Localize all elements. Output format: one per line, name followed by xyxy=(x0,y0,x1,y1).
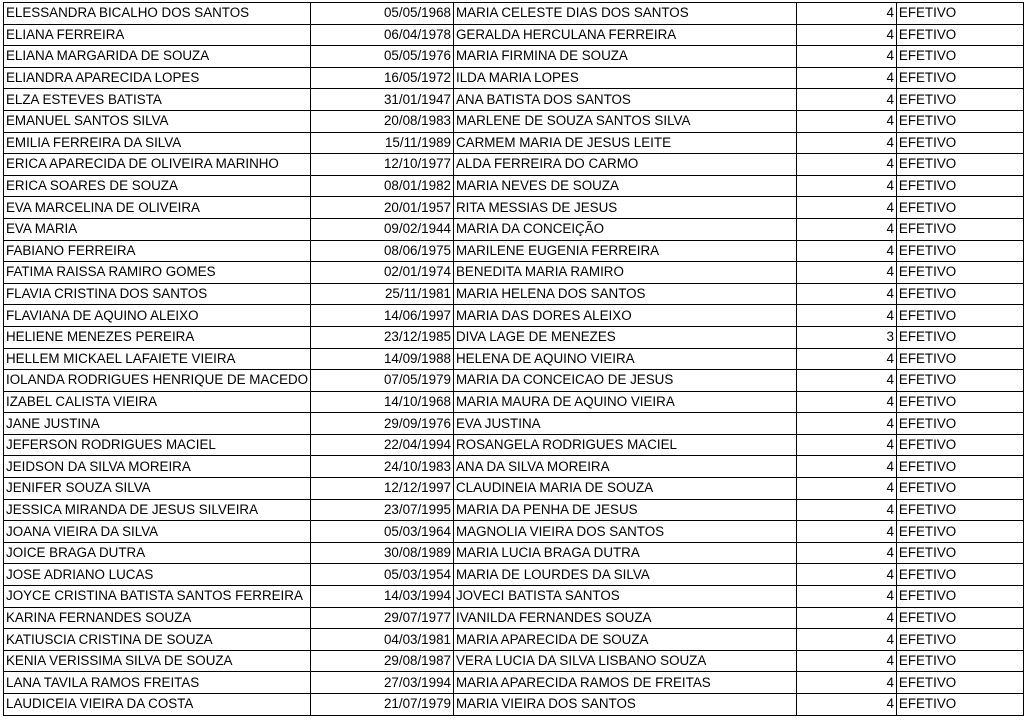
mother-name-cell: EVA JUSTINA xyxy=(453,413,797,435)
status-cell: EFETIVO xyxy=(896,3,1023,25)
birth-date-cell: 20/01/1957 xyxy=(311,197,454,219)
birth-date-cell: 21/07/1979 xyxy=(311,694,454,716)
code-cell: 4 xyxy=(797,24,896,46)
status-cell: EFETIVO xyxy=(896,24,1023,46)
mother-name-cell: ROSANGELA RODRIGUES MACIEL xyxy=(453,434,797,456)
table-row xyxy=(4,586,1024,608)
table-row xyxy=(4,262,1024,284)
status-cell: EFETIVO xyxy=(896,46,1023,68)
code-cell: 4 xyxy=(797,348,896,370)
mother-name-cell: RITA MESSIAS DE JESUS xyxy=(453,197,797,219)
table-row xyxy=(4,110,1024,132)
table-row xyxy=(4,650,1024,672)
mother-name-cell: MAGNOLIA VIEIRA DOS SANTOS xyxy=(453,521,797,543)
table-row xyxy=(4,132,1024,154)
table-row xyxy=(4,154,1024,176)
mother-name-cell: MARIA APARECIDA RAMOS DE FREITAS xyxy=(453,672,797,694)
mother-name-cell: MARIA CELESTE DIAS DOS SANTOS xyxy=(453,3,797,25)
code-cell: 4 xyxy=(797,650,896,672)
mother-name-cell: CARMEM MARIA DE JESUS LEITE xyxy=(453,132,797,154)
code-cell: 4 xyxy=(797,283,896,305)
status-cell: EFETIVO xyxy=(896,586,1023,608)
status-cell: EFETIVO xyxy=(896,413,1023,435)
mother-name-cell: MARIA APARECIDA DE SOUZA xyxy=(453,629,797,651)
mother-name-cell: MARIA DE LOURDES DA SILVA xyxy=(453,564,797,586)
code-cell: 4 xyxy=(797,672,896,694)
code-cell: 4 xyxy=(797,370,896,392)
birth-date-cell: 08/01/1982 xyxy=(311,175,454,197)
status-cell: EFETIVO xyxy=(896,542,1023,564)
birth-date-cell: 05/03/1964 xyxy=(311,521,454,543)
person-name-cell: IOLANDA RODRIGUES HENRIQUE DE MACEDO xyxy=(4,370,311,392)
status-cell: EFETIVO xyxy=(896,672,1023,694)
status-cell: EFETIVO xyxy=(896,89,1023,111)
status-cell: EFETIVO xyxy=(896,391,1023,413)
status-cell: EFETIVO xyxy=(896,478,1023,500)
code-cell: 4 xyxy=(797,218,896,240)
mother-name-cell: BENEDITA MARIA RAMIRO xyxy=(453,262,797,284)
person-name-cell: JEFERSON RODRIGUES MACIEL xyxy=(4,434,311,456)
code-cell: 4 xyxy=(797,391,896,413)
person-name-cell: KENIA VERISSIMA SILVA DE SOUZA xyxy=(4,650,311,672)
birth-date-cell: 29/08/1987 xyxy=(311,650,454,672)
code-cell: 4 xyxy=(797,3,896,25)
mother-name-cell: IVANILDA FERNANDES SOUZA xyxy=(453,607,797,629)
birth-date-cell: 14/06/1997 xyxy=(311,305,454,327)
code-cell: 4 xyxy=(797,240,896,262)
status-cell: EFETIVO xyxy=(896,499,1023,521)
person-name-cell: LAUDICEIA VIEIRA DA COSTA xyxy=(4,694,311,716)
table-row xyxy=(4,67,1024,89)
table-row xyxy=(4,89,1024,111)
table-row xyxy=(4,478,1024,500)
birth-date-cell: 14/03/1994 xyxy=(311,586,454,608)
code-cell: 4 xyxy=(797,132,896,154)
code-cell: 4 xyxy=(797,478,896,500)
mother-name-cell: VERA LUCIA DA SILVA LISBANO SOUZA xyxy=(453,650,797,672)
code-cell: 4 xyxy=(797,521,896,543)
table-row xyxy=(4,564,1024,586)
person-name-cell: IZABEL CALISTA VIEIRA xyxy=(4,391,311,413)
table-row xyxy=(4,326,1024,348)
code-cell: 4 xyxy=(797,89,896,111)
birth-date-cell: 23/12/1985 xyxy=(311,326,454,348)
birth-date-cell: 27/03/1994 xyxy=(311,672,454,694)
code-cell: 4 xyxy=(797,46,896,68)
table-row xyxy=(4,694,1024,716)
mother-name-cell: MARIA DA PENHA DE JESUS xyxy=(453,499,797,521)
mother-name-cell: MARIA HELENA DOS SANTOS xyxy=(453,283,797,305)
status-cell: EFETIVO xyxy=(896,348,1023,370)
person-name-cell: ELZA ESTEVES BATISTA xyxy=(4,89,311,111)
person-name-cell: EVA MARIA xyxy=(4,218,311,240)
table-row xyxy=(4,391,1024,413)
status-cell: EFETIVO xyxy=(896,650,1023,672)
status-cell: EFETIVO xyxy=(896,564,1023,586)
table-row xyxy=(4,413,1024,435)
birth-date-cell: 16/05/1972 xyxy=(311,67,454,89)
table-row xyxy=(4,218,1024,240)
person-name-cell: JOYCE CRISTINA BATISTA SANTOS FERREIRA xyxy=(4,586,311,608)
status-cell: EFETIVO xyxy=(896,434,1023,456)
table-row xyxy=(4,434,1024,456)
birth-date-cell: 30/08/1989 xyxy=(311,542,454,564)
birth-date-cell: 09/02/1944 xyxy=(311,218,454,240)
person-name-cell: JOSE ADRIANO LUCAS xyxy=(4,564,311,586)
table-row xyxy=(4,348,1024,370)
birth-date-cell: 02/01/1974 xyxy=(311,262,454,284)
records-table-body xyxy=(4,3,1024,716)
mother-name-cell: ANA DA SILVA MOREIRA xyxy=(453,456,797,478)
status-cell: EFETIVO xyxy=(896,629,1023,651)
birth-date-cell: 05/05/1976 xyxy=(311,46,454,68)
table-row xyxy=(4,46,1024,68)
code-cell: 4 xyxy=(797,694,896,716)
mother-name-cell: MARLENE DE SOUZA SANTOS SILVA xyxy=(453,110,797,132)
person-name-cell: ERICA APARECIDA DE OLIVEIRA MARINHO xyxy=(4,154,311,176)
birth-date-cell: 22/04/1994 xyxy=(311,434,454,456)
mother-name-cell: MARIA MAURA DE AQUINO VIEIRA xyxy=(453,391,797,413)
status-cell: EFETIVO xyxy=(896,305,1023,327)
table-row xyxy=(4,3,1024,25)
birth-date-cell: 07/05/1979 xyxy=(311,370,454,392)
person-name-cell: LANA TAVILA RAMOS FREITAS xyxy=(4,672,311,694)
mother-name-cell: HELENA DE AQUINO VIEIRA xyxy=(453,348,797,370)
mother-name-cell: CLAUDINEIA MARIA DE SOUZA xyxy=(453,478,797,500)
table-row xyxy=(4,24,1024,46)
birth-date-cell: 31/01/1947 xyxy=(311,89,454,111)
status-cell: EFETIVO xyxy=(896,607,1023,629)
code-cell: 4 xyxy=(797,154,896,176)
code-cell: 4 xyxy=(797,607,896,629)
birth-date-cell: 14/10/1968 xyxy=(311,391,454,413)
mother-name-cell: MARIA LUCIA BRAGA DUTRA xyxy=(453,542,797,564)
person-name-cell: EVA MARCELINA DE OLIVEIRA xyxy=(4,197,311,219)
person-name-cell: ELIANA FERREIRA xyxy=(4,24,311,46)
status-cell: EFETIVO xyxy=(896,521,1023,543)
code-cell: 4 xyxy=(797,434,896,456)
table-row xyxy=(4,542,1024,564)
code-cell: 3 xyxy=(797,326,896,348)
code-cell: 4 xyxy=(797,413,896,435)
person-name-cell: ELIANDRA APARECIDA LOPES xyxy=(4,67,311,89)
birth-date-cell: 23/07/1995 xyxy=(311,499,454,521)
person-name-cell: FLAVIANA DE AQUINO ALEIXO xyxy=(4,305,311,327)
status-cell: EFETIVO xyxy=(896,67,1023,89)
mother-name-cell: ILDA MARIA LOPES xyxy=(453,67,797,89)
code-cell: 4 xyxy=(797,110,896,132)
birth-date-cell: 12/10/1977 xyxy=(311,154,454,176)
mother-name-cell: MARIA DAS DORES ALEIXO xyxy=(453,305,797,327)
person-name-cell: EMILIA FERREIRA DA SILVA xyxy=(4,132,311,154)
person-name-cell: KARINA FERNANDES SOUZA xyxy=(4,607,311,629)
status-cell: EFETIVO xyxy=(896,197,1023,219)
person-name-cell: JANE JUSTINA xyxy=(4,413,311,435)
person-name-cell: JOANA VIEIRA DA SILVA xyxy=(4,521,311,543)
person-name-cell: JENIFER SOUZA SILVA xyxy=(4,478,311,500)
mother-name-cell: MARIA VIEIRA DOS SANTOS xyxy=(453,694,797,716)
code-cell: 4 xyxy=(797,197,896,219)
person-name-cell: JEIDSON DA SILVA MOREIRA xyxy=(4,456,311,478)
birth-date-cell: 12/12/1997 xyxy=(311,478,454,500)
birth-date-cell: 05/03/1954 xyxy=(311,564,454,586)
code-cell: 4 xyxy=(797,564,896,586)
status-cell: EFETIVO xyxy=(896,110,1023,132)
code-cell: 4 xyxy=(797,586,896,608)
person-name-cell: FATIMA RAISSA RAMIRO GOMES xyxy=(4,262,311,284)
birth-date-cell: 05/05/1968 xyxy=(311,3,454,25)
person-name-cell: KATIUSCIA CRISTINA DE SOUZA xyxy=(4,629,311,651)
table-row xyxy=(4,197,1024,219)
table-row xyxy=(4,305,1024,327)
status-cell: EFETIVO xyxy=(896,132,1023,154)
code-cell: 4 xyxy=(797,305,896,327)
mother-name-cell: GERALDA HERCULANA FERREIRA xyxy=(453,24,797,46)
table-row xyxy=(4,672,1024,694)
birth-date-cell: 25/11/1981 xyxy=(311,283,454,305)
person-name-cell: ERICA SOARES DE SOUZA xyxy=(4,175,311,197)
mother-name-cell: MARIA DA CONCEICAO DE JESUS xyxy=(453,370,797,392)
table-row xyxy=(4,499,1024,521)
status-cell: EFETIVO xyxy=(896,175,1023,197)
mother-name-cell: JOVECI BATISTA SANTOS xyxy=(453,586,797,608)
status-cell: EFETIVO xyxy=(896,370,1023,392)
status-cell: EFETIVO xyxy=(896,283,1023,305)
mother-name-cell: ALDA FERREIRA DO CARMO xyxy=(453,154,797,176)
person-name-cell: ELIANA MARGARIDA DE SOUZA xyxy=(4,46,311,68)
birth-date-cell: 20/08/1983 xyxy=(311,110,454,132)
mother-name-cell: DIVA LAGE DE MENEZES xyxy=(453,326,797,348)
mother-name-cell: ANA BATISTA DOS SANTOS xyxy=(453,89,797,111)
birth-date-cell: 29/09/1976 xyxy=(311,413,454,435)
mother-name-cell: MARIA DA CONCEIÇÃO xyxy=(453,218,797,240)
birth-date-cell: 08/06/1975 xyxy=(311,240,454,262)
status-cell: EFETIVO xyxy=(896,154,1023,176)
records-table xyxy=(3,2,1024,716)
code-cell: 4 xyxy=(797,499,896,521)
table-row xyxy=(4,283,1024,305)
mother-name-cell: MARILENE EUGENIA FERREIRA xyxy=(453,240,797,262)
person-name-cell: HELIENE MENEZES PEREIRA xyxy=(4,326,311,348)
birth-date-cell: 24/10/1983 xyxy=(311,456,454,478)
table-row xyxy=(4,175,1024,197)
table-row xyxy=(4,240,1024,262)
table-row xyxy=(4,629,1024,651)
person-name-cell: ELESSANDRA BICALHO DOS SANTOS xyxy=(4,3,311,25)
mother-name-cell: MARIA FIRMINA DE SOUZA xyxy=(453,46,797,68)
status-cell: EFETIVO xyxy=(896,262,1023,284)
table-row xyxy=(4,521,1024,543)
person-name-cell: HELLEM MICKAEL LAFAIETE VIEIRA xyxy=(4,348,311,370)
table-row xyxy=(4,456,1024,478)
person-name-cell: JESSICA MIRANDA DE JESUS SILVEIRA xyxy=(4,499,311,521)
person-name-cell: JOICE BRAGA DUTRA xyxy=(4,542,311,564)
person-name-cell: FLAVIA CRISTINA DOS SANTOS xyxy=(4,283,311,305)
status-cell: EFETIVO xyxy=(896,694,1023,716)
status-cell: EFETIVO xyxy=(896,326,1023,348)
status-cell: EFETIVO xyxy=(896,456,1023,478)
table-row xyxy=(4,370,1024,392)
person-name-cell: EMANUEL SANTOS SILVA xyxy=(4,110,311,132)
birth-date-cell: 15/11/1989 xyxy=(311,132,454,154)
birth-date-cell: 14/09/1988 xyxy=(311,348,454,370)
code-cell: 4 xyxy=(797,456,896,478)
birth-date-cell: 06/04/1978 xyxy=(311,24,454,46)
code-cell: 4 xyxy=(797,262,896,284)
birth-date-cell: 29/07/1977 xyxy=(311,607,454,629)
code-cell: 4 xyxy=(797,629,896,651)
birth-date-cell: 04/03/1981 xyxy=(311,629,454,651)
status-cell: EFETIVO xyxy=(896,240,1023,262)
code-cell: 4 xyxy=(797,67,896,89)
code-cell: 4 xyxy=(797,542,896,564)
status-cell: EFETIVO xyxy=(896,218,1023,240)
table-row xyxy=(4,607,1024,629)
person-name-cell: FABIANO FERREIRA xyxy=(4,240,311,262)
code-cell: 4 xyxy=(797,175,896,197)
mother-name-cell: MARIA NEVES DE SOUZA xyxy=(453,175,797,197)
